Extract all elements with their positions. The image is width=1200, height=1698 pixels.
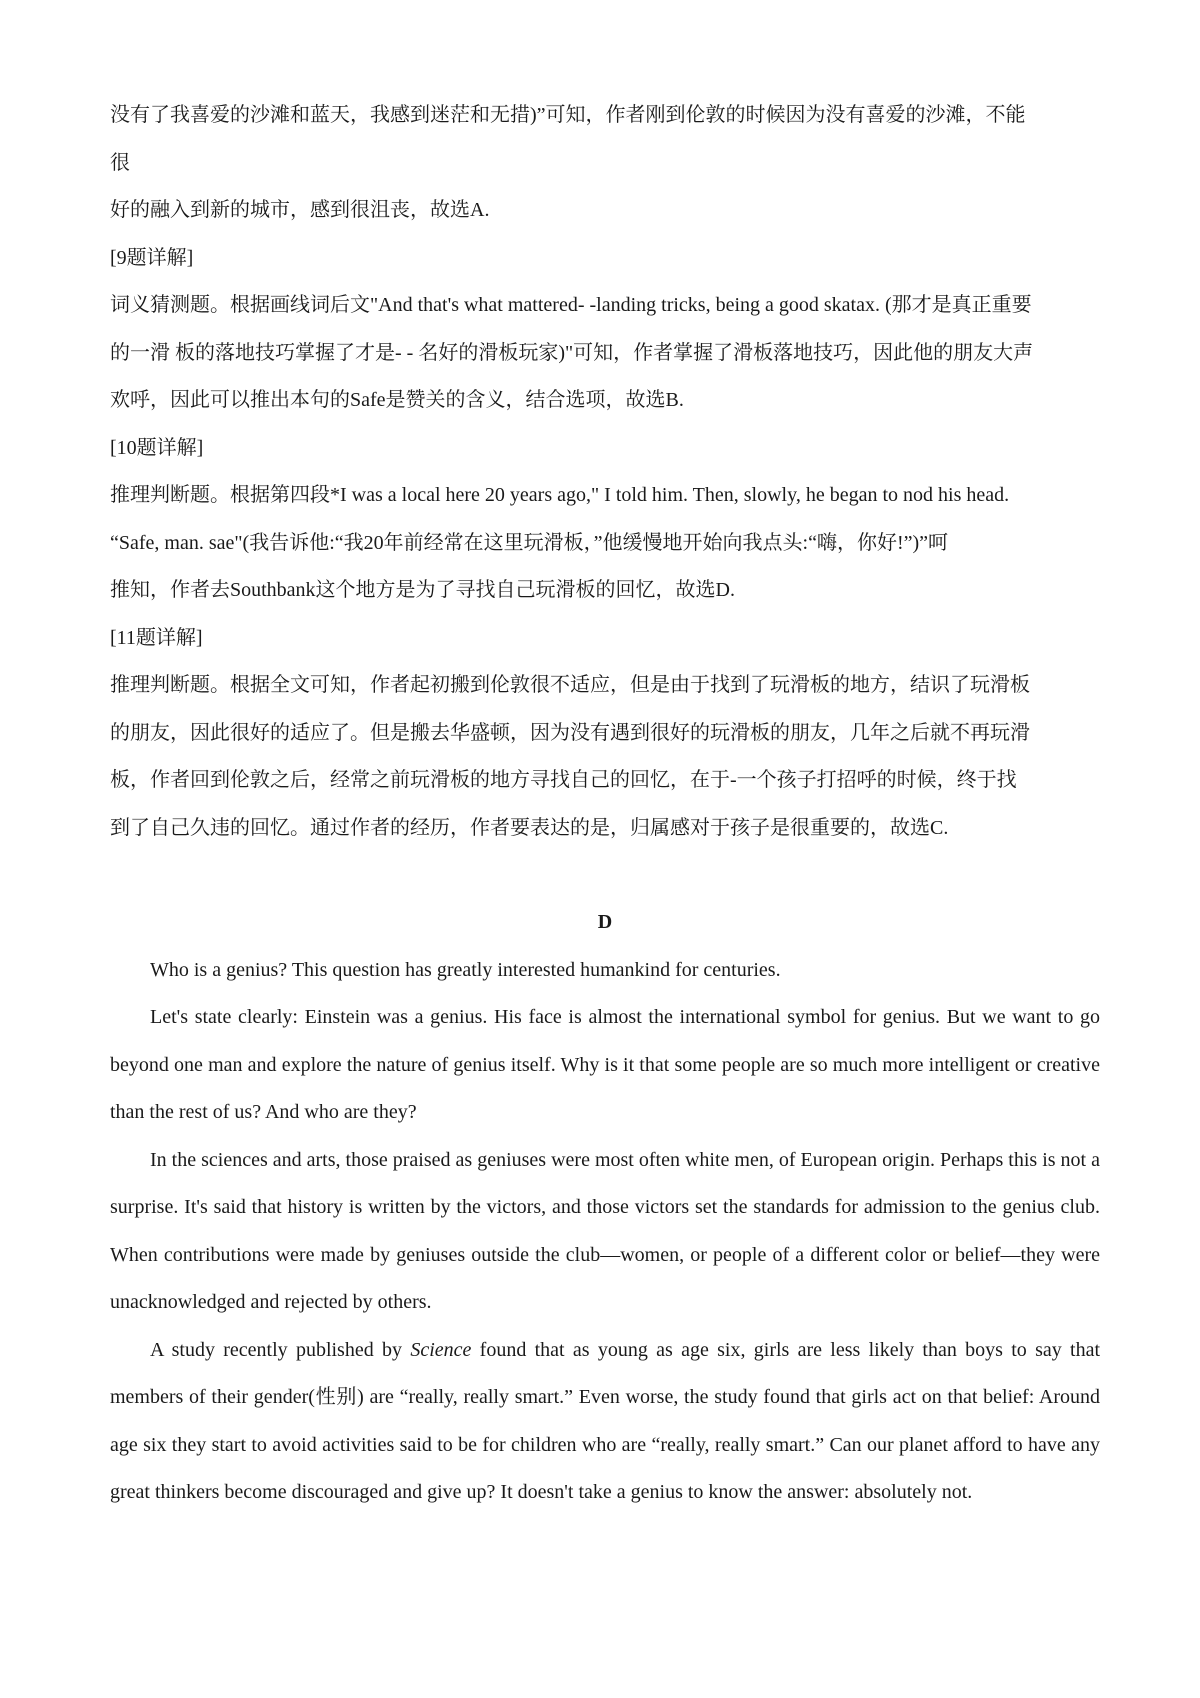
document-page — [110, 92, 1100, 1517]
text-line: 推理判断题。根据第四段*I was a local here 20 years ago," I told him. Then, slowly, he began to nod his head. — [110, 484, 1010, 506]
text-line: 很 — [110, 151, 130, 174]
question-heading: [9题详解] — [110, 246, 194, 269]
passage-paragraph — [110, 1327, 1100, 1517]
text-line: 推知，作者去Southbank这个地方是为了寻找自己玩滑板的回忆，故选D. — [110, 579, 735, 601]
journal-name: Science — [410, 1338, 472, 1361]
passage-body — [110, 947, 1100, 1517]
text-line: 没有了我喜爱的沙滩和蓝天，我感到迷茫和无措)”可知，作者刚到伦敦的时候因为没有喜爱的沙滩，不能 — [110, 104, 1026, 126]
text-line: 好的融入到新的城市，感到很沮丧，故选A. — [110, 199, 490, 221]
text-line: 到了自己久违的回忆。通过作者的经历，作者要表达的是，归属感对于孩子是很重要的，故选C. — [110, 816, 949, 839]
passage-paragraph: Who is a genius? This question has greatly interested humankind for centuries. — [150, 958, 781, 981]
text-line: 的朋友，因此很好的适应了。但是搬去华盛顿，因为没有遇到很好的玩滑板的朋友，几年之后就不再玩滑 — [110, 721, 1030, 744]
text-line: “Safe, man. sae"(我告诉他:“我20年前经常在这里玩滑板，”他缓慢地开始向我点头:“嗨，你好!”)”呵 — [110, 531, 949, 554]
text-line: 的一滑 板的落地技巧掌握了才是- - 名好的滑板玩家)"可知，作者掌握了滑板落地技巧，因此他的朋友大声 — [110, 341, 1034, 364]
question-heading: [11题详解] — [110, 626, 203, 649]
text-line: 推理判断题。根据全文可知，作者起初搬到伦敦很不适应，但是由于找到了玩滑板的地方，结识了玩滑板 — [110, 674, 1030, 696]
passage-title: D — [597, 911, 613, 933]
answer-explanation-section — [110, 92, 1100, 852]
text-line: 词义猜测题。根据画线词后文"And that's what mattered- -landing tricks, being a good skatax. (那才是真正重要 — [110, 294, 1032, 316]
text-line: 欢呼，因此可以推出本句的Safe是赞关的含义，结合选项，故选B. — [110, 389, 684, 411]
paragraph-text: A study recently published by — [150, 1338, 411, 1361]
passage-paragraph: Let's state clearly: Einstein was a genius. His face is almost the international symbol for genius. But we want to go beyond one man and explore the nature of genius itself. Why is it that some people are so much more intelligent or creative than the rest of us? And who are they? — [110, 1006, 1100, 1123]
text-line: 板，作者回到伦敦之后，经常之前玩滑板的地方寻找自己的回忆，在于-一个孩子打招呼的时候，终于找 — [110, 769, 1017, 791]
question-heading: [10题详解] — [110, 436, 204, 459]
passage-paragraph: In the sciences and arts, those praised as geniuses were most often white men, of European origin. Perhaps this is not a surprise. It's said that history is written by the victors, and those victors set the standards for admission to the genius club. When contributions were made by geniuses outside the club—women, or people of a different color or belief—they were unacknowledged and rejected by others. — [110, 1148, 1100, 1313]
paragraph-text: found that as young as age six, girls are less likely than boys to say that members of their gender(性别) are “really, really smart.” Even worse, the study found that girls act on that belief: Around age six they start to avoid activities said to be for children who are “really, really smart.” Can our planet afford to have any great thinkers become discouraged and give up? It doesn't take a genius to know the answer: absolutely not. — [110, 1338, 1101, 1503]
